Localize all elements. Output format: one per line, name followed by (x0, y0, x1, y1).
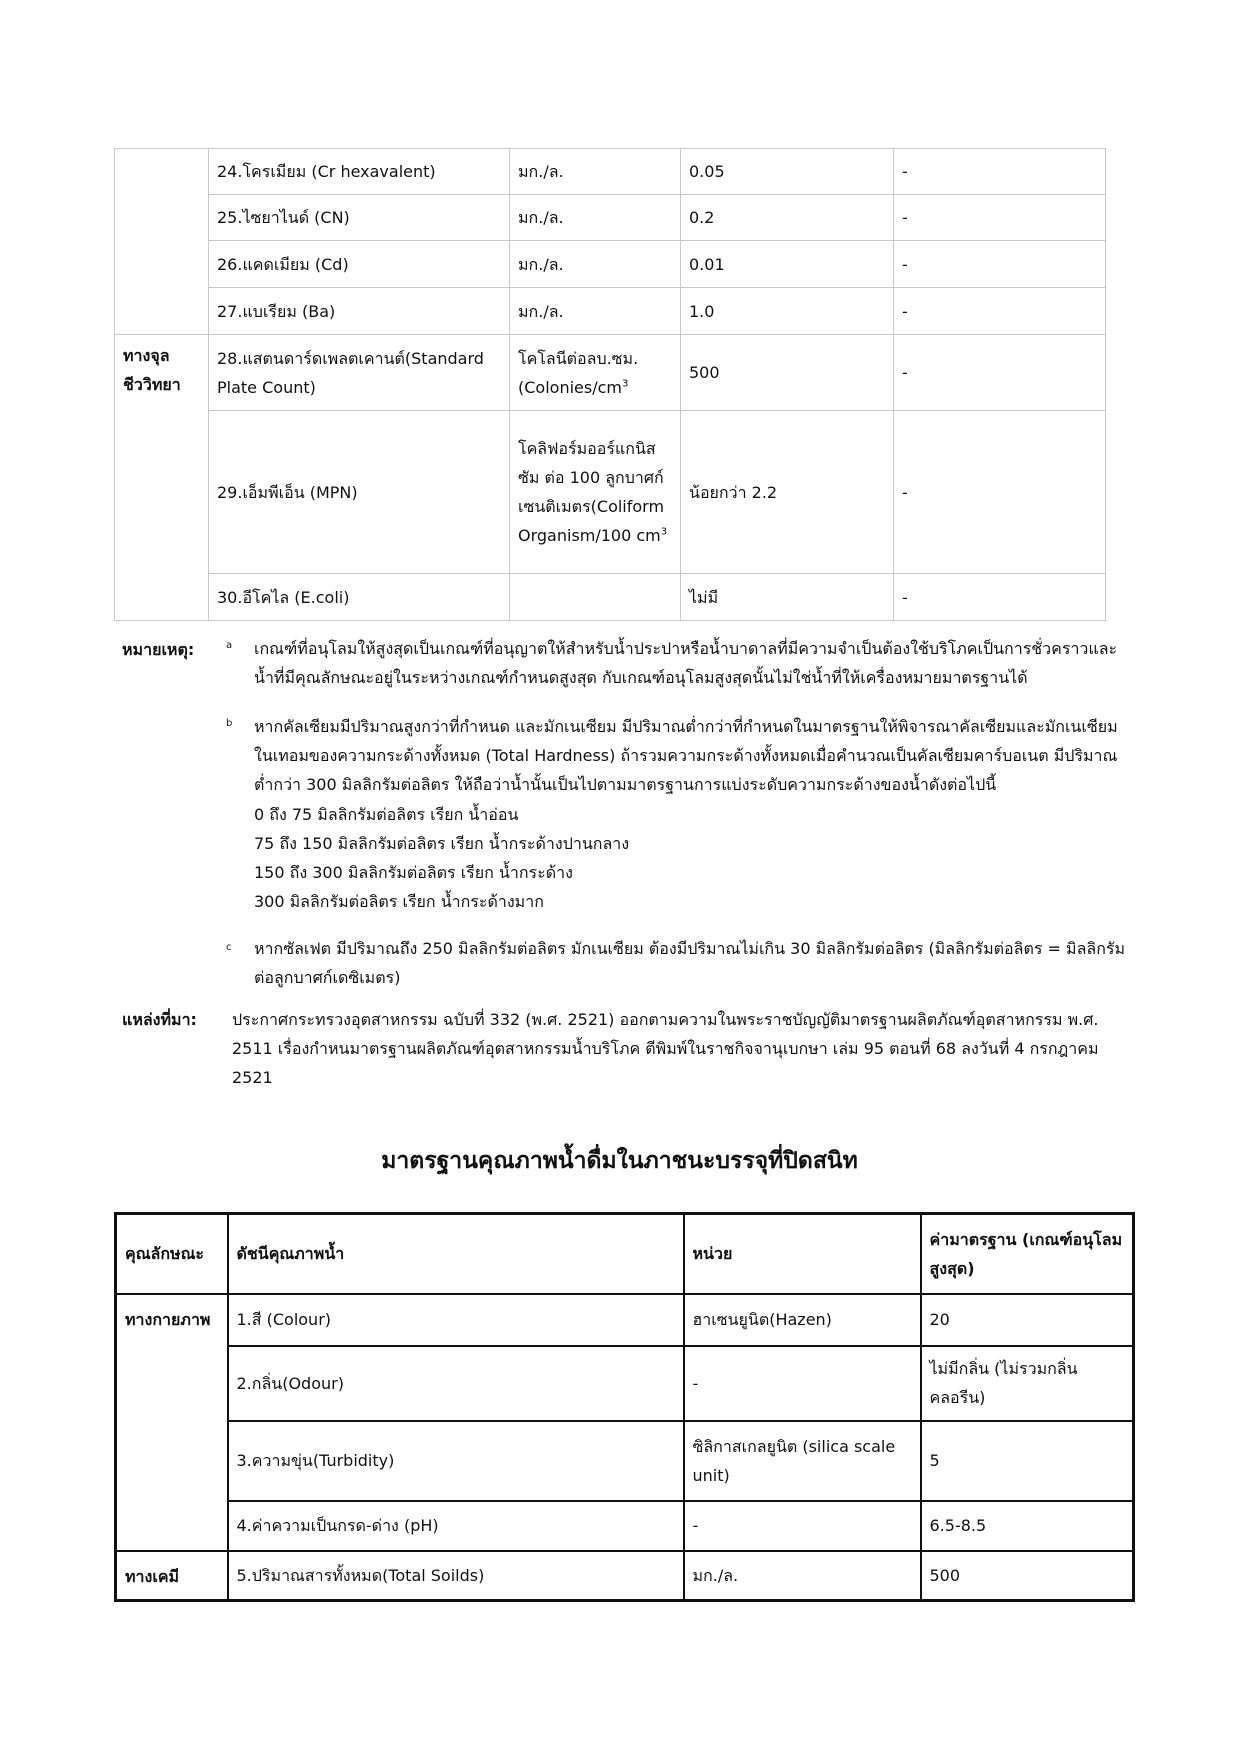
value-cell: 0.05 (681, 149, 894, 195)
param-cell: 30.อีโคไล (E.coli) (209, 574, 510, 621)
param-cell: 2.กลิ่น(Odour) (228, 1346, 684, 1421)
notes-label: หมายเหตุ: (122, 640, 195, 659)
standards-table-continued (114, 148, 1106, 621)
max-cell: - (894, 288, 1106, 335)
group-cell (116, 1346, 228, 1421)
group-cell (115, 574, 209, 621)
table-row (116, 1421, 1134, 1501)
header-group: คุณลักษณะ (116, 1214, 228, 1294)
table-row (115, 411, 1106, 574)
param-cell: 26.แคดเมียม (Cd) (209, 241, 510, 288)
group-cell: ทางจุล ชีววิทยา (115, 335, 209, 411)
unit-cell: มก./ล. (510, 149, 681, 195)
table-row (115, 335, 1106, 411)
unit-text: โคลิฟอร์มออร์แกนิสซัม ต่อ 100 ลูกบาศก์เซนติเมตร(Coliform Organism/100 cm (518, 439, 665, 545)
hardness-line: 150 ถึง 300 มิลลิกรัมต่อลิตร เรียก น้ำกระด้าง (254, 863, 573, 882)
section-title: มาตรฐานคุณภาพน้ำดื่มในภาชนะบรรจุที่ปิดสนิท (381, 1148, 858, 1174)
value-cell: 20 (921, 1294, 1134, 1346)
header-value: ค่ามาตรฐาน (เกณฑ์อนุโลมสูงสุด) (921, 1214, 1134, 1294)
table-row (116, 1551, 1134, 1601)
note-marker-a: a (226, 640, 233, 651)
value-cell: 6.5-8.5 (921, 1501, 1134, 1551)
value-cell: 5 (921, 1421, 1134, 1501)
value-cell: 1.0 (681, 288, 894, 335)
unit-cell (510, 574, 681, 621)
param-cell: 5.ปริมาณสารทั้งหมด(Total Soilds) (228, 1551, 684, 1601)
value-cell: ไม่มีกลิ่น (ไม่รวมกลิ่นคลอรีน) (921, 1346, 1134, 1421)
param-cell: 3.ความขุ่น(Turbidity) (228, 1421, 684, 1501)
header-row (116, 1214, 1134, 1294)
table-row (116, 1294, 1134, 1346)
note-marker-b: b (226, 718, 233, 729)
param-cell: 29.เอ็มพีเอ็น (MPN) (209, 411, 510, 574)
note-marker-c: c (226, 942, 232, 953)
unit-cell: มก./ล. (684, 1551, 921, 1601)
group-cell (115, 411, 209, 574)
max-cell: - (894, 335, 1106, 411)
group-cell: ทางเคมี (116, 1551, 228, 1601)
max-cell: - (894, 411, 1106, 574)
table-row (115, 241, 1106, 288)
group-cell (115, 288, 209, 335)
group-cell (115, 195, 209, 241)
unit-cell (510, 411, 681, 574)
unit-superscript: 3 (621, 378, 629, 390)
header-unit: หน่วย (684, 1214, 921, 1294)
unit-superscript: 3 (660, 526, 668, 538)
note-b-text: หากคัลเซียมมีปริมาณสูงกว่าที่กำหนด และมักเนเซียม มีปริมาณต่ำกว่าที่กำหนดในมาตรฐานให้พิจารณาคัลเซียมและมักเนเซียมในเทอมของความกระด้างทั้งหมด (Total Hardness) ถ้ารวมความกระด้างทั้งหมดเมื่อคำนวณเป็นคัลเซียมคาร์บอเนต มีปริมาณต่ำกว่า 300 มิลลิกรัมต่อลิตร ให้ถือว่าน้ำนั้นเป็นไปตามมาตรฐานการแบ่งระดับความกระด้างของน้ำดังต่อไปนี้ (254, 717, 1118, 794)
unit-cell: - (684, 1346, 921, 1421)
value-cell: ไม่มี (681, 574, 894, 621)
unit-cell: - (684, 1501, 921, 1551)
unit-cell: มก./ล. (510, 195, 681, 241)
source-label: แหล่งที่มา: (122, 1010, 197, 1029)
param-cell: 4.ค่าความเป็นกรด-ด่าง (pH) (228, 1501, 684, 1551)
group-cell: ทางกายภาพ (116, 1294, 228, 1346)
header-param: ดัชนีคุณภาพน้ำ (228, 1214, 684, 1294)
hardness-line: 75 ถึง 150 มิลลิกรัมต่อลิตร เรียก น้ำกระด้างปานกลาง (254, 834, 630, 853)
max-cell: - (894, 149, 1106, 195)
note-c-text: หากซัลเฟต มีปริมาณถึง 250 มิลลิกรัมต่อลิตร มักเนเซียม ต้องมีปริมาณไม่เกิน 30 มิลลิกรัมต่อลิตร (มิลลิกรัมต่อลิตร = มิลลิกรัมต่อลูกบาศก์เดซิเมตร) (254, 939, 1126, 987)
value-cell: 500 (921, 1551, 1134, 1601)
group-cell (116, 1421, 228, 1501)
unit-cell: มก./ล. (510, 288, 681, 335)
param-cell: 25.ไซยาไนด์ (CN) (209, 195, 510, 241)
unit-text: โคโลนีต่อลบ.ซม. (Colonies/cm (518, 348, 639, 397)
table-row (115, 195, 1106, 241)
table-row (116, 1501, 1134, 1551)
unit-cell: ฮาเซนยูนิต(Hazen) (684, 1294, 921, 1346)
source-text: ประกาศกระทรวงอุตสาหกรรม ฉบับที่ 332 (พ.ศ. 2521) ออกตามความในพระราชบัญญัติมาตรฐานผลิตภัณฑ์อุตสาหกรรม พ.ศ. 2511 เรื่องกำหนมาตรฐานผลิตภัณฑ์อุตสาหกรรมน้ำบริโภค ตีพิมพ์ในราชกิจจานุเบกษา เล่ม 95 ตอนที่ 68 ลงวันที่ 4 กรกฎาคม 2521 (232, 1010, 1099, 1087)
note-a-text: เกณฑ์ที่อนุโลมให้สูงสุดเป็นเกณฑ์ที่อนุญาตให้สำหรับน้ำประปาหรือน้ำบาดาลที่มีความจำเป็นต้องใช้บริโภคเป็นการชั่วคราวและน้ำที่มีคุณลักษณะอยู่ในระหว่างเกณฑ์กำหนดสูงสุด กับเกณฑ์อนุโลมสูงสุดนั้นไม่ใช่น้ำที่ให้เครื่องหมายมาตรฐานได้ (254, 639, 1118, 687)
hardness-line: 300 มิลลิกรัมต่อลิตร เรียก น้ำกระด้างมาก (254, 892, 544, 911)
max-cell: - (894, 574, 1106, 621)
group-cell (115, 241, 209, 288)
unit-cell: มก./ล. (510, 241, 681, 288)
max-cell: - (894, 241, 1106, 288)
table-row (115, 288, 1106, 335)
param-cell: 27.แบเรียม (Ba) (209, 288, 510, 335)
value-cell: 0.01 (681, 241, 894, 288)
value-cell: 500 (681, 335, 894, 411)
group-cell (115, 149, 209, 195)
param-cell: 28.แสตนดาร์ดเพลตเคานต์(Standard Plate Count) (209, 335, 510, 411)
table-row (115, 574, 1106, 621)
unit-cell: ซิลิกาสเกลยูนิต (silica scale unit) (684, 1421, 921, 1501)
group-cell (116, 1501, 228, 1551)
param-cell: 24.โครเมียม (Cr hexavalent) (209, 149, 510, 195)
table-row (115, 149, 1106, 195)
hardness-line: 0 ถึง 75 มิลลิกรัมต่อลิตร เรียก น้ำอ่อน (254, 805, 519, 824)
value-cell: 0.2 (681, 195, 894, 241)
param-cell: 1.สี (Colour) (228, 1294, 684, 1346)
bottled-water-standards-table (114, 1212, 1135, 1602)
max-cell: - (894, 195, 1106, 241)
unit-cell (510, 335, 681, 411)
value-cell: น้อยกว่า 2.2 (681, 411, 894, 574)
table-row (116, 1346, 1134, 1421)
